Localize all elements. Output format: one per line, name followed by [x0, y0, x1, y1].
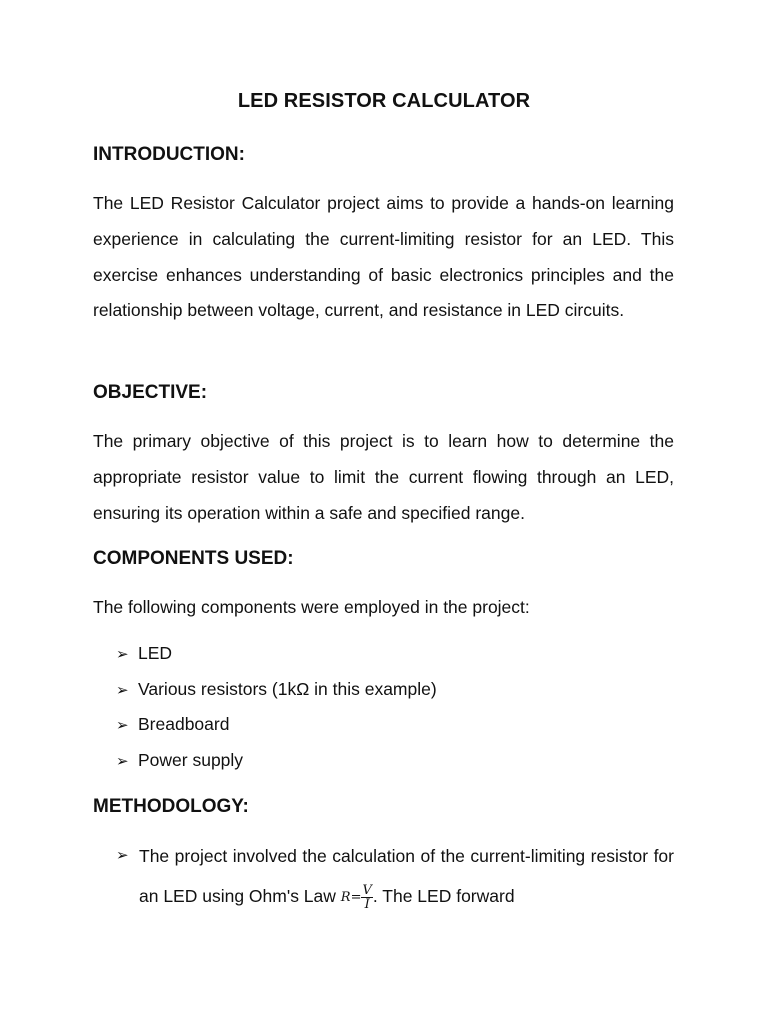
objective-paragraph: The primary objective of this project is to learn how to determine the appropriate resistor value to limit the current flowing through an LED, ensuring its operation within a safe and specified range.	[93, 431, 674, 523]
arrow-bullet-icon: ➢	[116, 646, 129, 663]
methodology-heading: METHODOLOGY:	[93, 796, 249, 817]
objective-heading: OBJECTIVE:	[93, 382, 208, 403]
arrow-bullet-icon: ➢	[116, 717, 129, 734]
ohms-law-formula: R= $\frac{V}{I}$	[340, 882, 372, 912]
components-intro: The following components were employed in the project:	[93, 597, 530, 617]
list-item: ➢ LED	[116, 636, 676, 672]
document-title: LED RESISTOR CALCULATOR	[237, 90, 531, 112]
arrow-bullet-icon: ➢	[116, 681, 129, 699]
arrow-bullet-icon: ➢	[116, 752, 129, 770]
components-heading: COMPONENTS USED:	[93, 548, 294, 569]
introduction-paragraph: The LED Resistor Calculator project aims to provide a hands-on learning experience in calculating the current-limiting resistor for an LED. This exercise enhances understanding of basic electronics principles and the relationship between voltage, current, and resistance in LED circuits.	[93, 193, 674, 321]
list-item: ➢ Various resistors (1kΩ in this example)	[116, 672, 676, 708]
introduction-heading: INTRODUCTION:	[93, 144, 245, 165]
components-list	[116, 636, 676, 778]
arrow-bullet-icon: ➢	[116, 847, 129, 864]
list-item: ➢ Breadboard	[116, 707, 676, 743]
list-item: ➢ Power supply	[116, 743, 676, 779]
methodology-text: The project involved the calculation of the current-limiting resistor for an LED using Ohm's Law R= $\frac{V}{I}$ . The LED forward	[139, 846, 674, 912]
